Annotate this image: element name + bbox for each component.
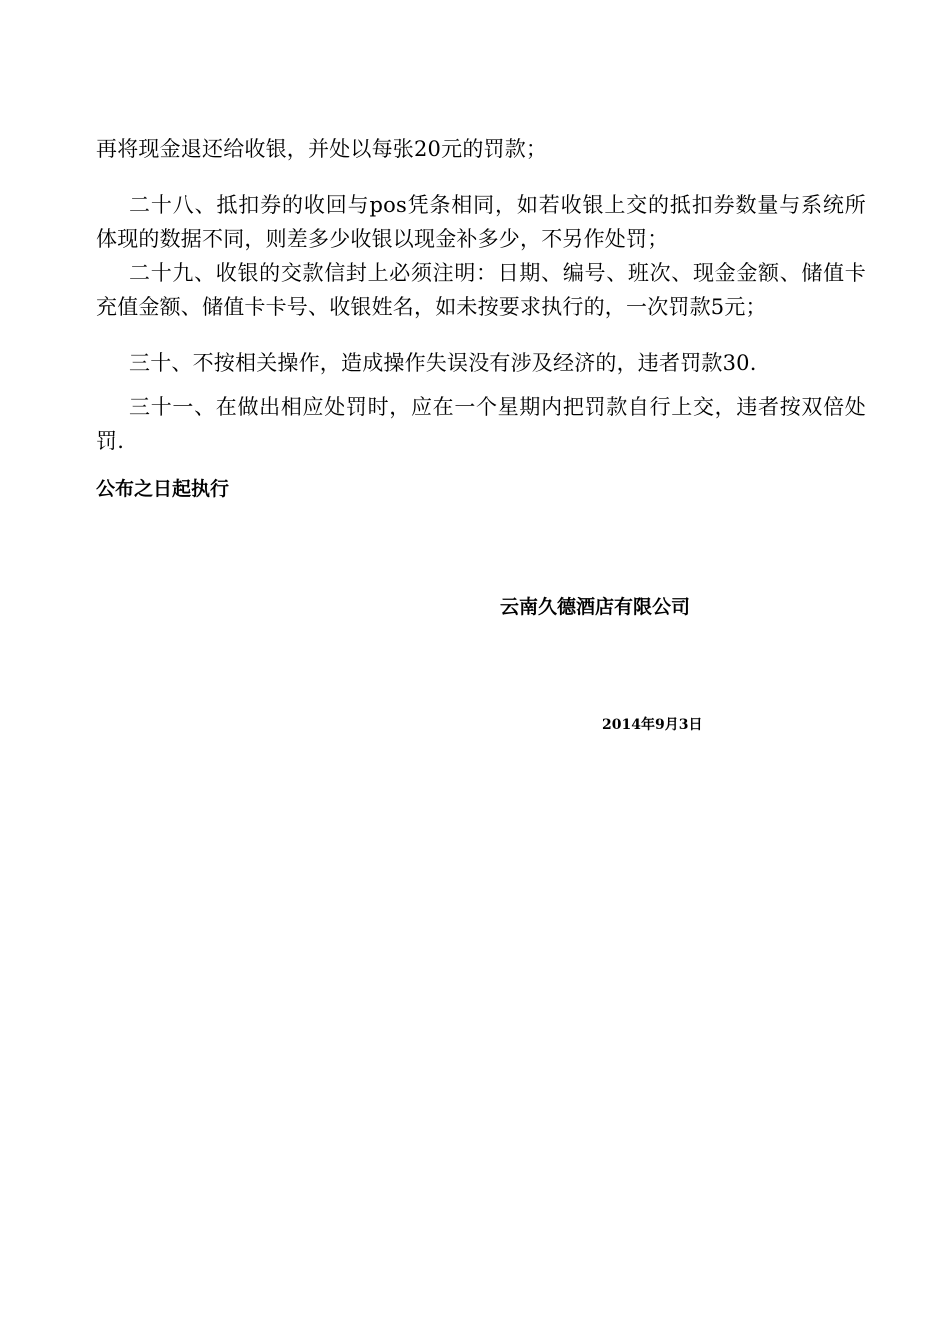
company-signature: 云南久德酒店有限公司 xyxy=(500,596,691,618)
paragraph-rule-28: 二十八、抵扣券的收回与pos凭条相同，如若收银上交的抵扣券数量与系统所体现的数据不同，则差多少收银以现金补多少，不另作处罚； xyxy=(96,193,866,251)
paragraph-rule-29: 二十九、收银的交款信封上必须注明：日期、编号、班次、现金金额、储值卡充值金额、储值卡卡号、收银姓名，如未按要求执行的，一次罚款5元； xyxy=(96,261,866,319)
paragraph-continuation: 再将现金退还给收银，并处以每张20元的罚款； xyxy=(96,137,548,161)
issue-date: 2014年9月3日 xyxy=(602,717,703,733)
effective-note: 公布之日起执行 xyxy=(96,478,230,500)
paragraph-rule-31: 三十一、在做出相应处罚时，应在一个星期内把罚款自行上交，违者按双倍处罚. xyxy=(96,395,866,453)
paragraph-rule-30: 三十、不按相关操作，造成操作失误没有涉及经济的，违者罚款30. xyxy=(129,351,757,375)
